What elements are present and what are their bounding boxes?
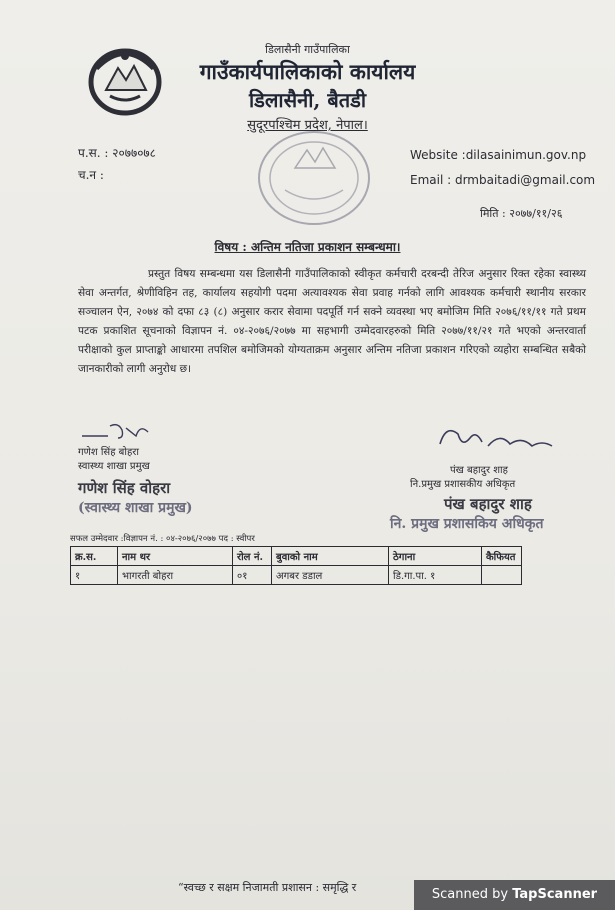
subject-text: विषय : अन्तिम नतिजा प्रकाशन सम्बन्धमा।	[214, 240, 401, 254]
right-signature-scribble	[410, 420, 560, 460]
right-stamp-name: पंख बहादुर शाह	[444, 495, 532, 513]
office-place: डिलासैनी, बैतडी	[248, 88, 367, 112]
office-stamp	[255, 128, 373, 228]
cell-address: डि.गा.पा. १	[389, 566, 482, 585]
col-father: बुवाको नाम	[272, 547, 389, 566]
right-stamp-title: नि. प्रमुख प्रशासकिय अधिकृत	[390, 516, 544, 532]
left-signatory-title: स्वास्थ्य शाखा प्रमुख	[78, 461, 150, 472]
col-serial: क्र.स.	[71, 547, 118, 566]
right-signatory-title: नि.प्रमुख प्रशासकीय अधिकृत	[410, 479, 516, 490]
left-signature-block	[78, 420, 278, 517]
col-name: नाम थर	[118, 547, 233, 566]
footer-motto: “स्वच्छ र सक्षम निजामती प्रशासन : समृद्धि र	[178, 881, 357, 894]
table-header-row	[71, 547, 522, 566]
cell-serial: १	[71, 566, 118, 585]
office-title: गाउँकार्यपालिकाको कार्यालय	[199, 59, 416, 84]
email-text: Email : drmbaitadi@gmail.com	[410, 173, 596, 187]
cell-father: अगबर डडाल	[272, 566, 389, 585]
left-stamp-name: गणेश सिंह वोहरा	[78, 479, 171, 497]
website-text: Website :dilasainimun.gov.np	[410, 148, 587, 162]
reference-number: प.स. : २०७७०७८	[78, 146, 156, 160]
left-signature-scribble	[78, 420, 168, 442]
cell-remarks	[482, 566, 522, 585]
table-row	[71, 566, 522, 585]
scanner-watermark	[414, 880, 615, 910]
province-line: सुदूरपश्चिम प्रदेश, नेपाल।	[247, 118, 368, 133]
cell-roll: ०१	[233, 566, 272, 585]
left-signatory-name: गणेश सिंह बोहरा	[78, 447, 139, 458]
dispatch-number: च.न :	[78, 168, 104, 182]
left-stamp-title: (स्वास्थ्य शाखा प्रमुख)	[78, 500, 193, 516]
col-roll: रोल नं.	[233, 547, 272, 566]
watermark-prefix: Scanned by	[431, 887, 513, 902]
right-signatory-name: पंख बहादुर शाह	[450, 465, 508, 476]
letter-body: प्रस्तुत विषय सम्बन्धमा यस डिलासैनी गाउँपालिकाको स्वीकृत कर्मचारी दरबन्दी तेरिज अनुसार रिक्त रहेका स्वास्थ्य सेवा अन्तर्गत, श्रेणीविहिन तह, कार्यालय सहयोगी पदमा अत्यावश्यक सेवा प्रवाह गर्नको लागि आवश्यक कर्मचारी स्थानीय सरकार सञ्चालन ऐन, २०७४ को दफा ८३ (८) अनुसार करार सेवामा पदपूर्ति गर्न सक्ने व्यवस्था भए बमोजिम मिति २०७६/११/११ गते प्रथम पटक प्रकाशित सूचनाको विज्ञापन नं. ०४-२०७६/२०७७ मा सहभागी उम्मेदवारहरुको मिति २०७७/११/२१ गते भएको अन्तरवार्ता परीक्षाको कुल प्राप्ताङ्को आधारमा तपशिल बमोजिमको योग्यताक्रम अनुसार अन्तिम नतिजा प्रकाशन गरिएको व्यहोरा सम्बन्धित सबैको जानकारीको लागी अनुरोध छ।	[78, 268, 586, 375]
municipality-name: डिलासैनी गाउँपालिका	[265, 43, 350, 56]
advertisement-line: सफल उम्मेदवार :विज्ञापन नं. : ०४-२०७६/२०७७ पद : स्वीपर	[70, 534, 255, 544]
watermark-brand: TapScanner	[512, 887, 598, 902]
col-address: ठेगाना	[389, 547, 482, 566]
letter-date: मिति : २०७७/११/२६	[480, 207, 563, 220]
right-signature-block	[390, 420, 590, 533]
subject-line	[0, 238, 615, 255]
col-remarks: कैफियत	[482, 547, 522, 566]
cell-name: भागरती बोहरा	[118, 566, 233, 585]
results-table	[70, 546, 522, 585]
